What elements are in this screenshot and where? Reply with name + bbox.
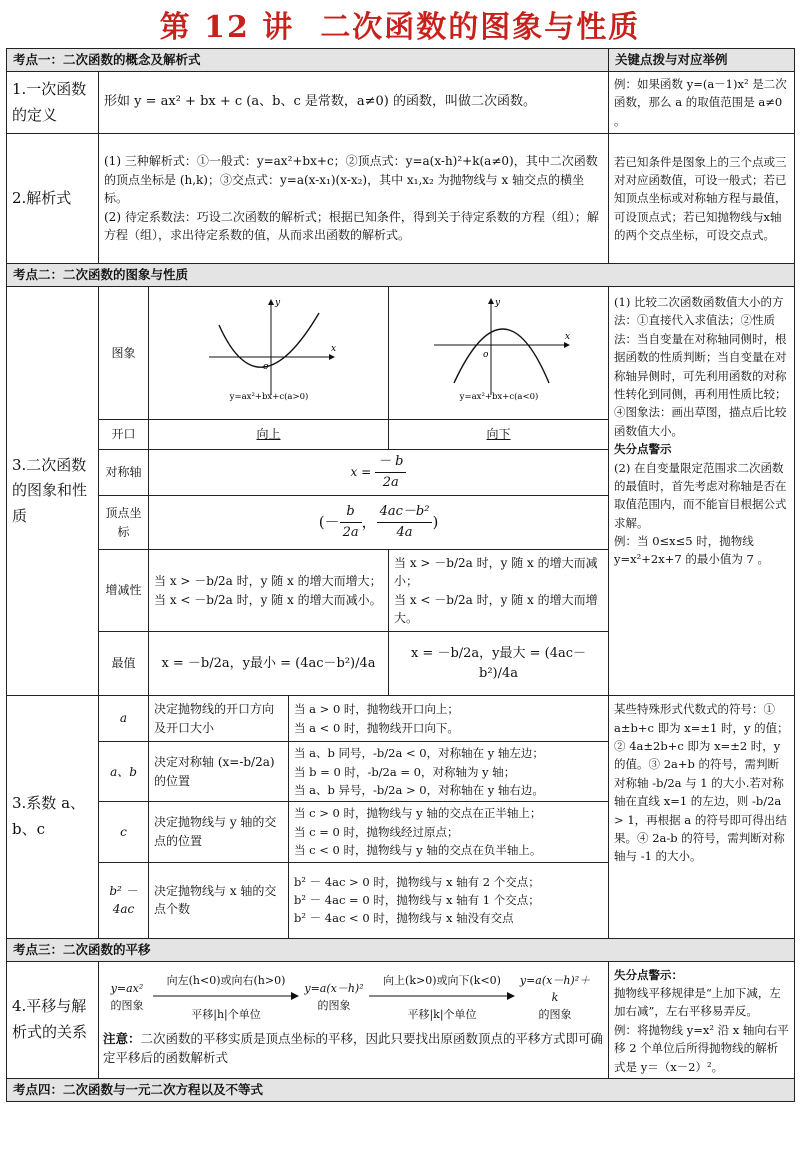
- coef-a: a: [99, 696, 149, 742]
- undetermined-coefficients: (2) 待定系数法：巧设二次函数的解析式；根据已知条件，得到关于待定系数的方程（组）；解方程（组），求出待定系数的值，从而求出函数的解析式。: [104, 209, 599, 243]
- definition-text: 形如 y = ax² + bx + c (a、b、c 是常数，a≠0) 的函数，叫做二次函数。: [99, 72, 609, 134]
- row-label-expression: 2.解析式: [7, 134, 99, 264]
- svg-text:o: o: [482, 350, 488, 361]
- svg-text:y: y: [274, 298, 280, 309]
- svg-text:y: y: [494, 298, 500, 309]
- svg-text:x: x: [330, 344, 336, 355]
- special-signs-tip: 某些特殊形式代数式的符号：① a±b+c 即为 x=±1 时，y 的值；② 4a±2b+c 即为 x=±2 时，y 的值。③ 2a+b 的符号，需判断对称轴 -b/2a 与 1 的大小.若对称轴在直线 x=1 的左边，则 -b/2a > 1，再根据 a 的符号即可得出结果。④ 2a-b 的符号，需判断对称轴与 -1 的大小。: [609, 696, 795, 938]
- warning-label: 失分点警示: [614, 442, 672, 457]
- coef-disc-case-3: b² － 4ac < 0 时，抛物线与 x 轴没有交点: [294, 911, 514, 926]
- mono-up-right: 当 x > －b/2a 时，y 随 x 的增大而增大；: [154, 574, 382, 589]
- translation-flow: [103, 972, 604, 1023]
- parabola-up-graph: [179, 295, 359, 405]
- coef-c: c: [99, 802, 149, 862]
- section-header-3: 考点三：二次函数的平移: [7, 938, 795, 961]
- formula-base: y=ax²: [110, 982, 144, 996]
- summary-table: [6, 48, 795, 1102]
- label-axis: 对称轴: [99, 450, 149, 496]
- label-vertex: 顶点坐标: [99, 496, 149, 550]
- coef-ab-case-1: 当 a、b 同号，-b/2a < 0，对称轴在 y 轴左边；: [294, 746, 544, 761]
- coef-c-role: 决定抛物线与 y 轴的交点的位置: [149, 802, 289, 862]
- side-header: 关键点拨与对应举例: [609, 49, 795, 72]
- coef-a-case-2: 当 a < 0 时，抛物线开口向下。: [294, 720, 459, 735]
- vertex-x-denominator: 2a: [342, 525, 359, 541]
- coef-ab-case-3: 当 a、b 异号，-b/2a > 0，对称轴在 y 轴右边。: [294, 783, 544, 798]
- label-opening: 开口: [99, 420, 149, 450]
- label-monotonicity: 增减性: [99, 550, 149, 632]
- coef-ab-case-2: 当 b = 0 时，-b/2a = 0，对称轴为 y 轴；: [294, 764, 516, 779]
- arrow2-bottom: 平移|k|个单位: [407, 1007, 477, 1021]
- formula-base-sub: 的图象: [110, 999, 144, 1013]
- row-label-definition: 1.一次函数的定义: [7, 72, 99, 134]
- coef-ab: a、b: [99, 742, 149, 802]
- extremum-example: 例：当 0≤x≤5 时，抛物线 y=x²+2x+7 的最小值为 7 。: [614, 534, 769, 567]
- formula-h: y=a(x－h)²: [304, 982, 364, 996]
- expression-forms: (1) 三种解析式：①一般式：y=ax²+bx+c；②顶点式：y=a(x-h)²+k(a≠0)，其中二次函数的顶点坐标是 (h,k)；③交点式：y=a(x-x₁)(x-x₂)，其中 x₁,x₂ 为抛物线与 x 轴交点的横坐标。: [104, 154, 598, 206]
- mono-down-right: 当 x > －b/2a 时，y 随 x 的增大而减小；: [394, 555, 598, 589]
- vertex-x-numerator: b: [340, 502, 362, 523]
- vertex-y-numerator: 4ac－b²: [377, 502, 433, 523]
- row-label-translation: 4.平移与解析式的关系: [7, 961, 99, 1078]
- formula-h-sub: 的图象: [317, 999, 351, 1013]
- section-header-1: 考点一：二次函数的概念及解析式: [7, 49, 609, 72]
- translation-note: 二次函数的平移实质是顶点坐标的平移，因此只要找出原函数顶点的平移方式即可确定平移后的函数解析式: [103, 1030, 604, 1066]
- axis-numerator: － b: [375, 452, 406, 473]
- arrow2-icon: [367, 991, 517, 1001]
- parabola-down-graph: [399, 295, 599, 405]
- translation-example: 例：将抛物线 y=x² 沿 x 轴向右平移 2 个单位后所得抛物线的解析式是 y＝（x－2）²。: [614, 1022, 789, 1074]
- coef-discriminant: b² － 4ac: [99, 862, 149, 938]
- coef-c-case-1: 当 c > 0 时，抛物线与 y 轴的交点在正半轴上；: [294, 806, 542, 821]
- row-label-graph-properties: 3.二次函数的图象和性质: [7, 287, 99, 696]
- formula-hk: y=a(x－h)²＋k: [519, 973, 591, 1004]
- row-label-coefficients: 3.系数 a、b、c: [7, 696, 99, 938]
- mono-up-left: 当 x < －b/2a 时，y 随 x 的增大而减小。: [154, 592, 382, 607]
- opening-up: 向上: [149, 420, 389, 450]
- note-label: 注意：: [103, 1030, 141, 1046]
- axis-denominator: 2a: [382, 475, 399, 491]
- extremum-down: x = －b/2a，y最大 = (4ac－b²)/4a: [389, 632, 609, 696]
- extremum-up: x = －b/2a，y最小 = (4ac－b²)/4a: [149, 632, 389, 696]
- vertex-y-denominator: 4a: [396, 525, 413, 541]
- coef-a-case-1: 当 a > 0 时，抛物线开口向上；: [294, 702, 459, 717]
- coef-c-case-3: 当 c < 0 时，抛物线与 y 轴的交点在负半轴上。: [294, 843, 542, 858]
- mono-down-left: 当 x < －b/2a 时，y 随 x 的增大而增大。: [394, 592, 598, 626]
- translation-rule: 抛物线平移规律是“上加下减，左加右减”，左右平移易弄反。: [614, 986, 781, 1019]
- arrow2-top: 向上(k>0)或向下(k<0): [383, 973, 501, 987]
- definition-example: 例：如果函数 y=(a－1)x² 是二次函数，那么 a 的取值范围是 a≠0 。: [609, 72, 795, 134]
- compare-methods: (1) 比较二次函数函数值大小的方法：①直接代入求值法；②性质法：当自变量在对称轴同侧时，根据函数的性质判断；当自变量在对称轴异侧时，可先利用函数的对称性转化到同侧，再利用性质比较；④图象法：画出草图，描点后比较函数值大小。: [614, 295, 787, 438]
- coef-discriminant-role: 决定抛物线与 x 轴的交点个数: [149, 862, 289, 938]
- range-extremum-warning: (2) 在自变量限定范围求二次函数的最值时，首先考虑对称轴是否在取值范围内，而不能盲目根据公式求解。: [614, 460, 787, 530]
- arrow1-bottom: 平移|h|个单位: [191, 1007, 261, 1021]
- arrow1-top: 向左(h<0)或向右(h>0): [166, 973, 286, 987]
- expression-tips: 若已知条件是图象上的三个点或三对对应函数值，可设一般式；若已知顶点坐标或对称轴方程与最值，可设顶点式；若已知抛物线与x轴的两个交点坐标，可设交点式。: [609, 134, 795, 264]
- label-graph: 图象: [99, 287, 149, 420]
- coef-ab-role: 决定对称轴 (x=-b/2a) 的位置: [149, 742, 289, 802]
- label-extremum: 最值: [99, 632, 149, 696]
- axis-lhs: x =: [350, 465, 372, 480]
- page-title: [0, 0, 800, 48]
- translation-warning-label: 失分点警示：: [614, 967, 684, 982]
- lecture-number: 第 12 讲: [159, 10, 295, 45]
- lecture-topic: 二次函数的图象与性质: [320, 10, 641, 45]
- section-header-4: 考点四：二次函数与一元二次方程以及不等式: [7, 1078, 795, 1101]
- coef-disc-case-1: b² － 4ac > 0 时，抛物线与 x 轴有 2 个交点；: [294, 874, 540, 889]
- svg-text:x: x: [564, 332, 570, 343]
- graph-down-caption: y=ax²+bx+c(a<0): [459, 392, 538, 403]
- opening-down: 向下: [389, 420, 609, 450]
- coef-disc-case-2: b² － 4ac = 0 时，抛物线与 x 轴有 1 个交点；: [294, 892, 540, 907]
- graph-up-caption: y=ax²+bx+c(a>0): [229, 392, 308, 403]
- formula-hk-sub: 的图象: [538, 1007, 572, 1021]
- arrow1-icon: [151, 991, 301, 1001]
- axis-formula: [375, 452, 406, 493]
- vertex-formula: (－ $\frac{b}{2a}$ ， $\frac{\text{4ac－b²}}{4a}$ ): [319, 513, 439, 531]
- coef-c-case-2: 当 c = 0 时，抛物线经过原点；: [294, 824, 459, 839]
- section-header-2: 考点二：二次函数的图象与性质: [7, 264, 795, 287]
- svg-text:o: o: [262, 362, 268, 373]
- coef-a-role: 决定抛物线的开口方向及开口大小: [149, 696, 289, 742]
